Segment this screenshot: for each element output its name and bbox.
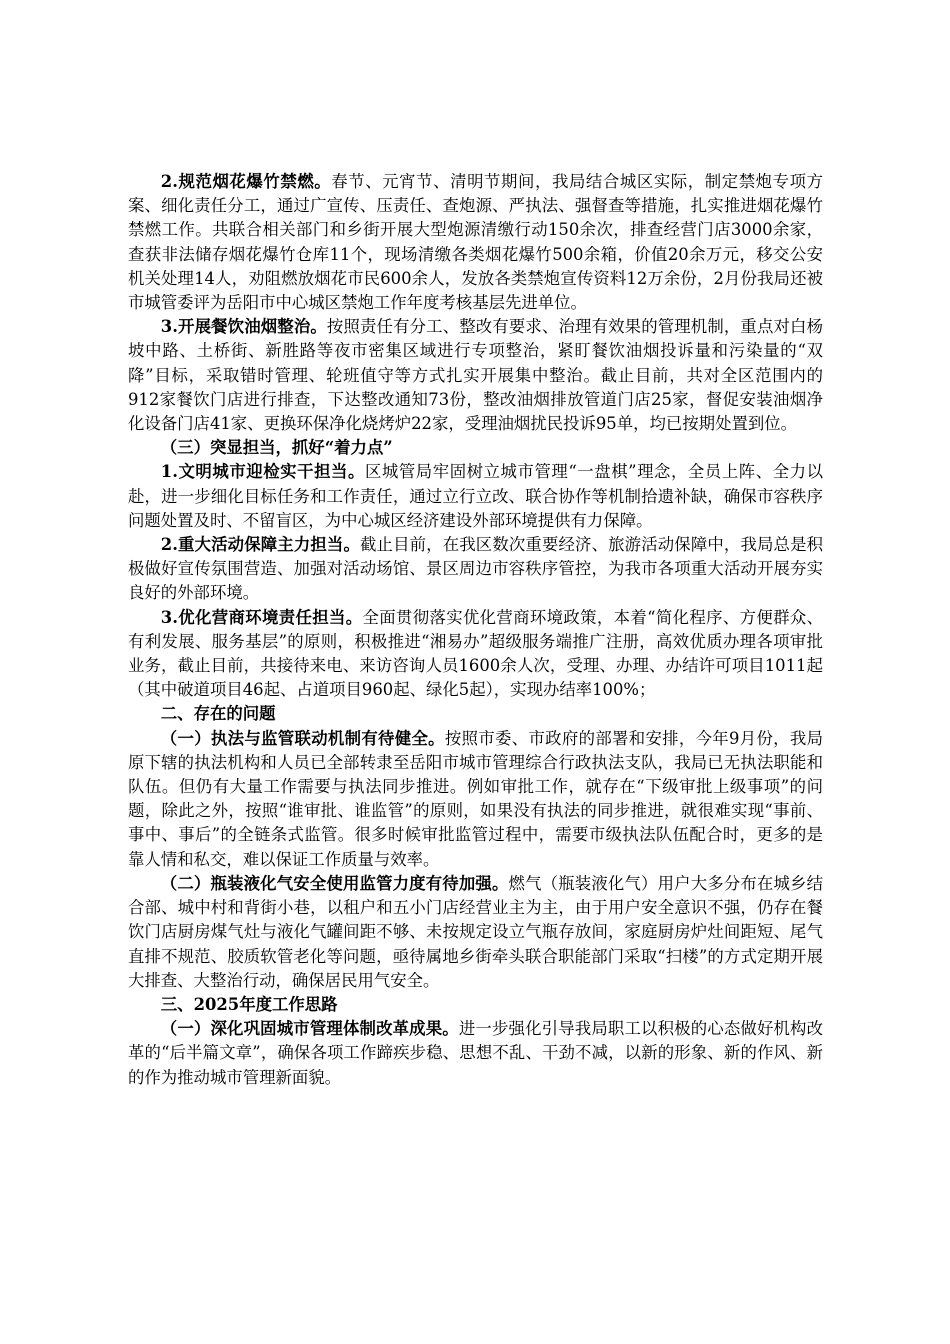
paragraph-text: 春节、元宵节、清明节期间，我局结合城区实际，制定禁炮专项方案、细化责任分工，通过广宣传、压责任、查炮源、严执法、强督查等措施，扎实推进烟花爆竹禁燃工作。共联合相关部门和乡街开展大型炮源清缴行动150余次，排查经营门店3000余家，查获非法储存烟花爆竹仓库11个，现场清缴各类烟花爆竹500余箱，价值20余万元，移交公安机关处理14人，劝阻燃放烟花市民600余人，发放各类禁炮宣传资料12万余份，2月份我局还被市城管委评为岳阳市中心城区禁炮工作年度考核基层先进单位。	[128, 172, 823, 313]
paragraph-business-environment	[128, 606, 823, 703]
document-body	[128, 170, 823, 1090]
paragraph-lead: 1.文明城市迎检实干担当。	[160, 462, 365, 482]
paragraph-lead: （二）瓶装液化气安全使用监管力度有待加强。	[160, 873, 509, 893]
paragraph-text: 燃气（瓶装液化气）用户大多分布在城乡结合部、城中村和背街小巷，以租户和五小门店经营业主为主，由于用户安全意识不强，仍存在餐饮门店厨房煤气灶与液化气罐间距不够、未按规定设立气瓶存放间，家庭厨房炉灶间距短、尾气直排不规范、胶质软管老化等问题，亟待属地乡街牵头联合职能部门采取“扫楼”的方式定期开展大排查、大整治行动，确保居民用气安全。	[128, 873, 824, 990]
section-heading: （三）突显担当，抓好“着力点”	[160, 438, 393, 458]
paragraph-civilized-city	[128, 460, 823, 533]
paragraph-lead: 3.优化营商环境责任担当。	[160, 607, 363, 627]
paragraph-cooking-fumes	[128, 315, 823, 436]
paragraph-text: 区城管局牢固树立城市管理“一盘棋”理念，全员上阵、全力以赴，进一步细化目标任务和工作责任，通过立行立改、联合协作等机制拾遗补缺，确保市容秩序问题处置及时、不留盲区，为中心城区经济建设外部环境提供有力保障。	[128, 462, 823, 530]
section-heading: 三、2025年度工作思路	[160, 994, 338, 1014]
paragraph-lead: 2.规范烟花爆竹禁燃。	[160, 172, 332, 191]
paragraph-lpg-safety	[128, 872, 823, 993]
paragraph-lead: （一）深化巩固城市管理体制改革成果。	[160, 1019, 459, 1039]
paragraph-text: 截止目前，在我区数次重要经济、旅游活动保障中，我局总是积极做好宣传氛围营造、加强对活动场馆、景区周边市容秩序管控，为我市各项重大活动开展夯实良好的外部环境。	[128, 535, 823, 603]
section-heading: 二、存在的问题	[160, 704, 276, 724]
paragraph-lead: 2.重大活动保障主力担当。	[160, 535, 361, 555]
paragraph-reform-results	[128, 1017, 823, 1090]
paragraph-lead: （一）执法与监管联动机制有待健全。	[160, 728, 445, 748]
paragraph-enforcement-linkage	[128, 727, 823, 872]
paragraph-text: 按照市委、市政府的部署和安排，今年9月份，我局原下辖的执法机构和人员已全部转隶至岳阳市城市管理综合行政执法支队，我局已无执法职能和队伍。但仍有大量工作需要与执法同步推进。例如审批工作，就存在“下级审批上级事项”的问题，除此之外，按照“谁审批、谁监管”的原则，如果没有执法的同步推进，就很难实现“事前、事中、事后”的全链条式监管。很多时候审批监管过程中，需要市级执法队伍配合时，更多的是靠人情和私交，难以保证工作质量与效率。	[128, 728, 823, 869]
paragraph-text: 进一步强化引导我局职工以积极的心态做好机构改革的“后半篇文章”，确保各项工作蹄疾步稳、思想不乱、干劲不减，以新的形象、新的作风、新的作为推动城市管理新面貌。	[128, 1019, 824, 1087]
paragraph-fireworks-ban	[128, 170, 823, 315]
paragraph-text: 全面贯彻落实优化营商环境政策，本着“简化程序、方便群众、有利发展、服务基层”的原则，积极推进“湘易办”超级服务端推广注册，高效优质办理各项审批业务，截止目前，共接待来电、来访咨询人员1600余人次，受理、办理、办结许可项目1011起（其中破道项目46起、占道项目960起、绿化5起），实现办结率100%；	[128, 607, 823, 700]
paragraph-major-events	[128, 533, 823, 606]
paragraph-text: 按照责任有分工、整改有要求、治理有效果的管理机制，重点对白杨坡中路、土桥街、新胜路等夜市密集区域进行专项整治，紧盯餐饮油烟投诉量和污染量的“双降”目标，采取错时管理、轮班值守等方式扎实开展集中整治。截止目前，共对全区范围内的912家餐饮门店进行排查，下达整改通知73份，整改油烟排放管道门店25家，督促安装油烟净化设备门店41家、更换环保净化烧烤炉22家，受理油烟扰民投诉95单，均已按期处置到位。	[128, 317, 823, 434]
paragraph-lead: 3.开展餐饮油烟整治。	[160, 317, 327, 337]
